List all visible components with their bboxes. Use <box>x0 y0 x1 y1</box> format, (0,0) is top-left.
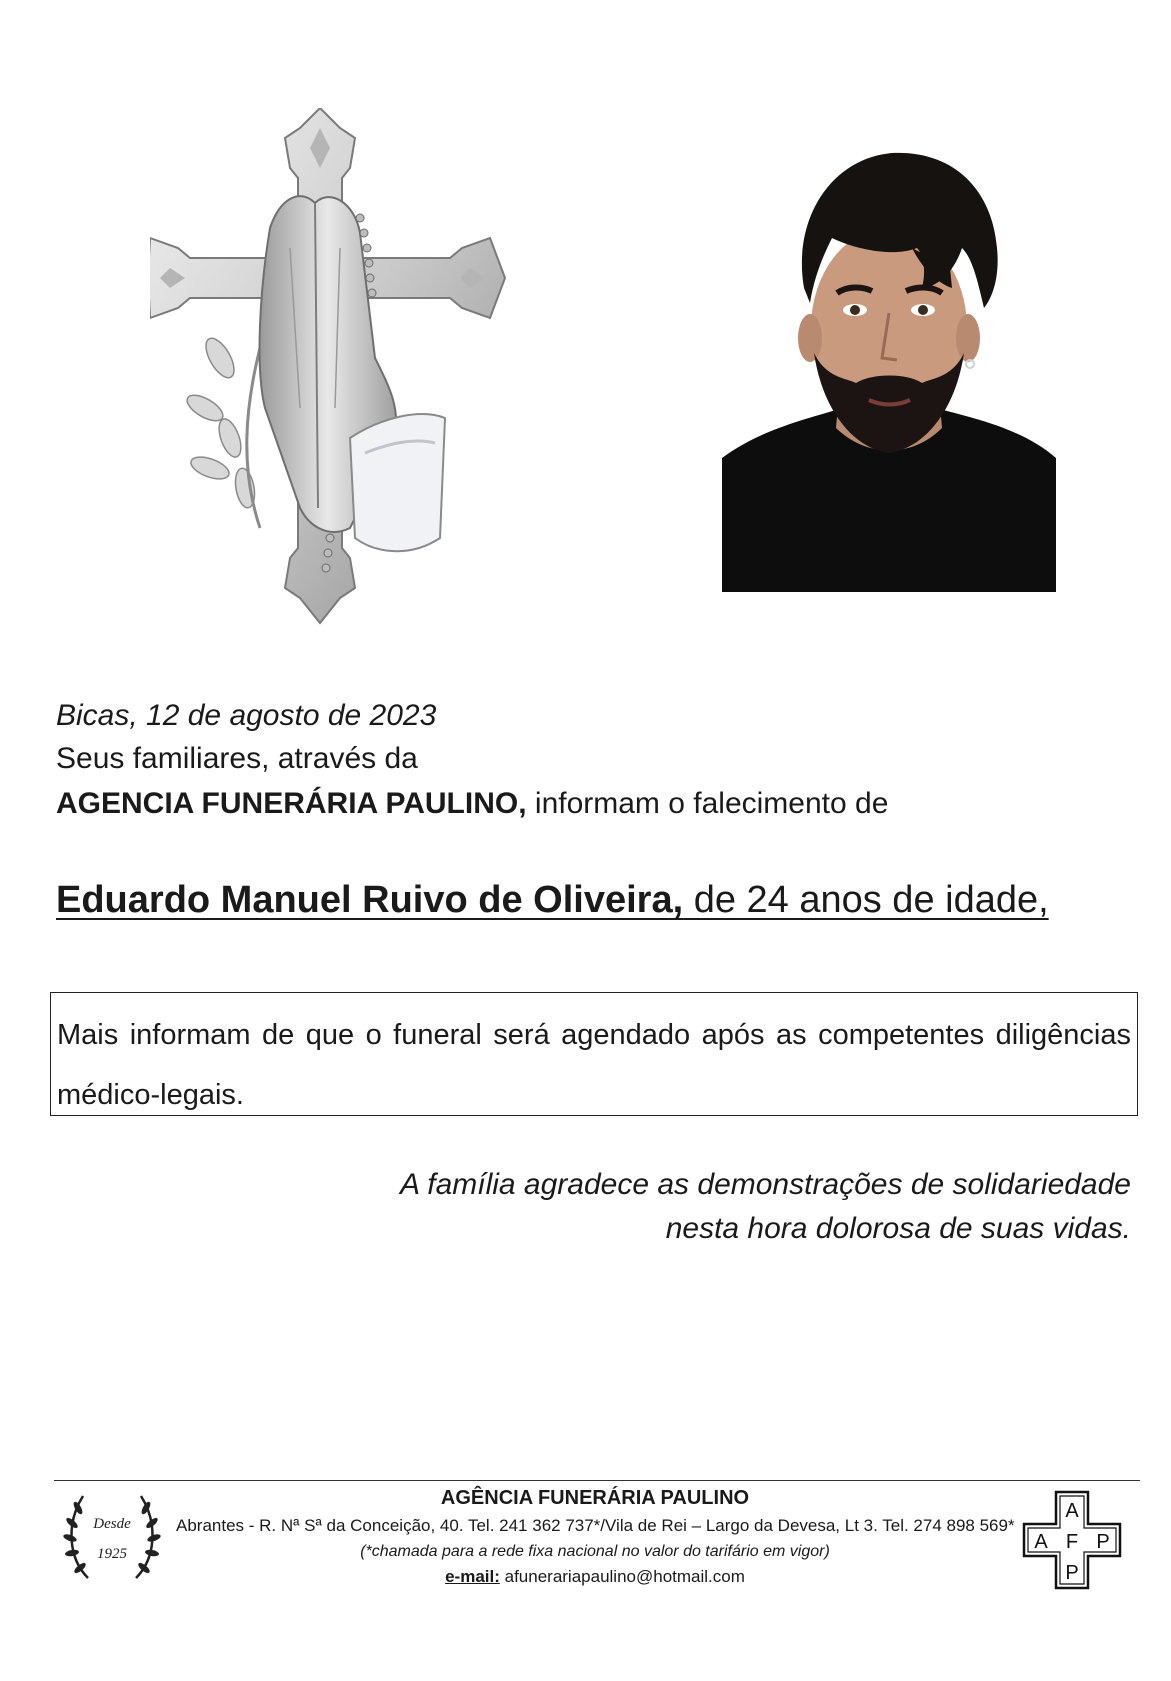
logo-letter-right: P <box>1096 1531 1110 1553</box>
email-label: e-mail: <box>445 1567 500 1586</box>
deceased-line <box>56 877 1049 923</box>
footer-call-note: (*chamada para a rede fixa nacional no valor do tarifário em vigor) <box>360 1543 830 1560</box>
footer-address: Abrantes - R. Nª Sª da Conceição, 40. Tel. 241 362 737*/Vila de Rei – Largo da Devesa, Lt 3. Tel. 274 898 569* <box>176 1516 1015 1535</box>
cross-praying-hands-image <box>150 108 510 628</box>
footer-agency-title: AGÊNCIA FUNERÁRIA PAULINO <box>440 1487 750 1509</box>
notice-date-line: Bicas, 12 de agosto de 2023 <box>56 699 437 732</box>
afp-cross-logo-icon <box>1020 1490 1124 1590</box>
footer-divider <box>54 1480 1140 1481</box>
notice-intro-line: Seus familiares, através da <box>56 742 418 775</box>
deceased-portrait-photo <box>722 138 1056 592</box>
funeral-info-box <box>50 992 1138 1116</box>
emblem-since-text: Desde <box>93 1516 131 1532</box>
logo-letter-bottom: P <box>1065 1562 1079 1584</box>
email-link[interactable]: afunerariapaulino@hotmail.com <box>499 1567 745 1586</box>
footer-email-line <box>0 1566 1171 1588</box>
deceased-age: de 24 anos de idade, <box>683 879 1049 921</box>
agency-announcement-line <box>56 785 888 823</box>
funeral-info-text: Mais informam de que o funeral será agendado após as competentes diligências médico-legais. <box>57 1019 1131 1111</box>
agency-announcement-text: informam o falecimento de <box>526 787 889 820</box>
logo-letter-center: F <box>1065 1531 1079 1553</box>
family-thanks-line-1: A família agradece as demonstrações de solidariedade <box>400 1168 1131 1201</box>
deceased-name: Eduardo Manuel Ruivo de Oliveira, <box>56 879 684 921</box>
logo-letter-top: A <box>1065 1500 1079 1522</box>
logo-letter-left: A <box>1034 1531 1048 1553</box>
agency-name: AGENCIA FUNERÁRIA PAULINO, <box>56 787 527 820</box>
family-thanks-line-2: nesta hora dolorosa de suas vidas. <box>665 1212 1131 1245</box>
family-thanks <box>400 1163 1131 1251</box>
emblem-year-text: 1925 <box>97 1546 127 1562</box>
